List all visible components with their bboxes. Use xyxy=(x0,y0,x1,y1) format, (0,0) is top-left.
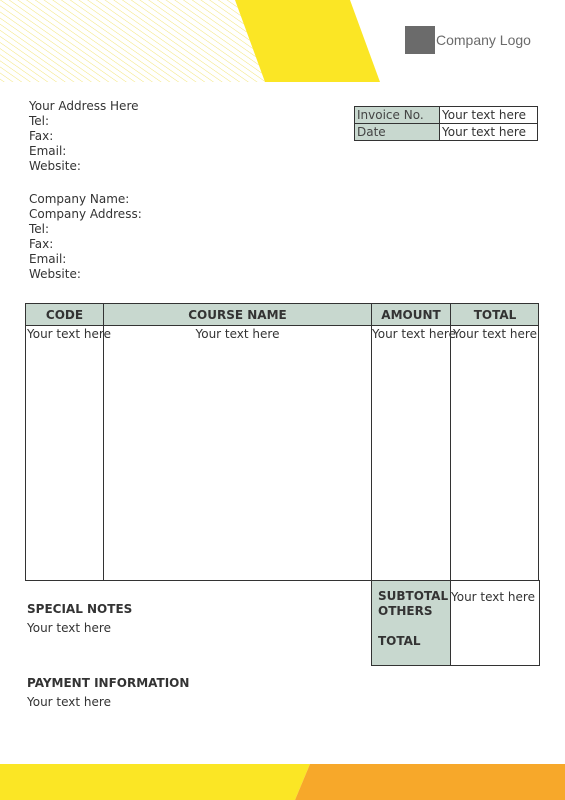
invoice-no-value[interactable]: Your text here xyxy=(440,107,538,124)
date-row xyxy=(355,124,538,141)
column-divider xyxy=(450,304,451,580)
header-code: CODE xyxy=(45,308,84,322)
client-info-block xyxy=(29,192,142,282)
sender-address-block xyxy=(29,99,139,174)
column-divider xyxy=(103,304,104,580)
total-label: TOTAL xyxy=(378,634,421,648)
client-company-address: Company Address: xyxy=(29,207,142,221)
payment-info-title: PAYMENT INFORMATION xyxy=(27,676,190,690)
cell-course-name[interactable]: Your text here xyxy=(195,327,280,341)
client-tel: Tel: xyxy=(29,222,50,236)
cell-code[interactable]: Your text here xyxy=(27,327,111,341)
company-logo-text: Company Logo xyxy=(436,32,531,48)
column-divider xyxy=(371,304,372,580)
invoice-info-table xyxy=(354,106,538,141)
sender-tel: Tel: xyxy=(29,114,50,128)
sender-email: Email: xyxy=(29,144,67,158)
totals-value[interactable]: Your text here xyxy=(451,590,535,604)
client-email: Email: xyxy=(29,252,67,266)
others-label: OTHERS xyxy=(378,604,433,618)
sender-website: Website: xyxy=(29,159,81,173)
header-total: TOTAL xyxy=(473,308,517,322)
date-label: Date xyxy=(355,124,440,141)
subtotal-label: SUBTOTAL xyxy=(378,589,449,603)
header-course-name: COURSE NAME xyxy=(188,308,287,322)
invoice-no-label: Invoice No. xyxy=(355,107,440,124)
special-notes-text[interactable]: Your text here xyxy=(27,621,111,635)
client-company-name: Company Name: xyxy=(29,192,130,206)
date-value[interactable]: Your text here xyxy=(440,124,538,141)
cell-amount[interactable]: Your text here xyxy=(372,327,456,341)
cell-total[interactable]: Your text here xyxy=(453,327,537,341)
client-fax: Fax: xyxy=(29,237,54,251)
footer-orange-band xyxy=(295,764,565,800)
header-amount: AMOUNT xyxy=(381,308,441,322)
hatched-band xyxy=(0,0,265,82)
totals-values xyxy=(450,580,540,666)
footer-yellow-band xyxy=(0,764,310,800)
payment-info-text[interactable]: Your text here xyxy=(27,695,111,709)
totals-labels xyxy=(371,580,451,666)
client-website: Website: xyxy=(29,267,81,281)
items-table xyxy=(25,303,539,581)
sender-fax: Fax: xyxy=(29,129,54,143)
logo-square xyxy=(405,26,435,54)
sender-address: Your Address Here xyxy=(29,99,139,113)
special-notes-title: SPECIAL NOTES xyxy=(27,602,133,616)
footer-decoration xyxy=(0,760,565,800)
invoice-no-row xyxy=(355,107,538,124)
